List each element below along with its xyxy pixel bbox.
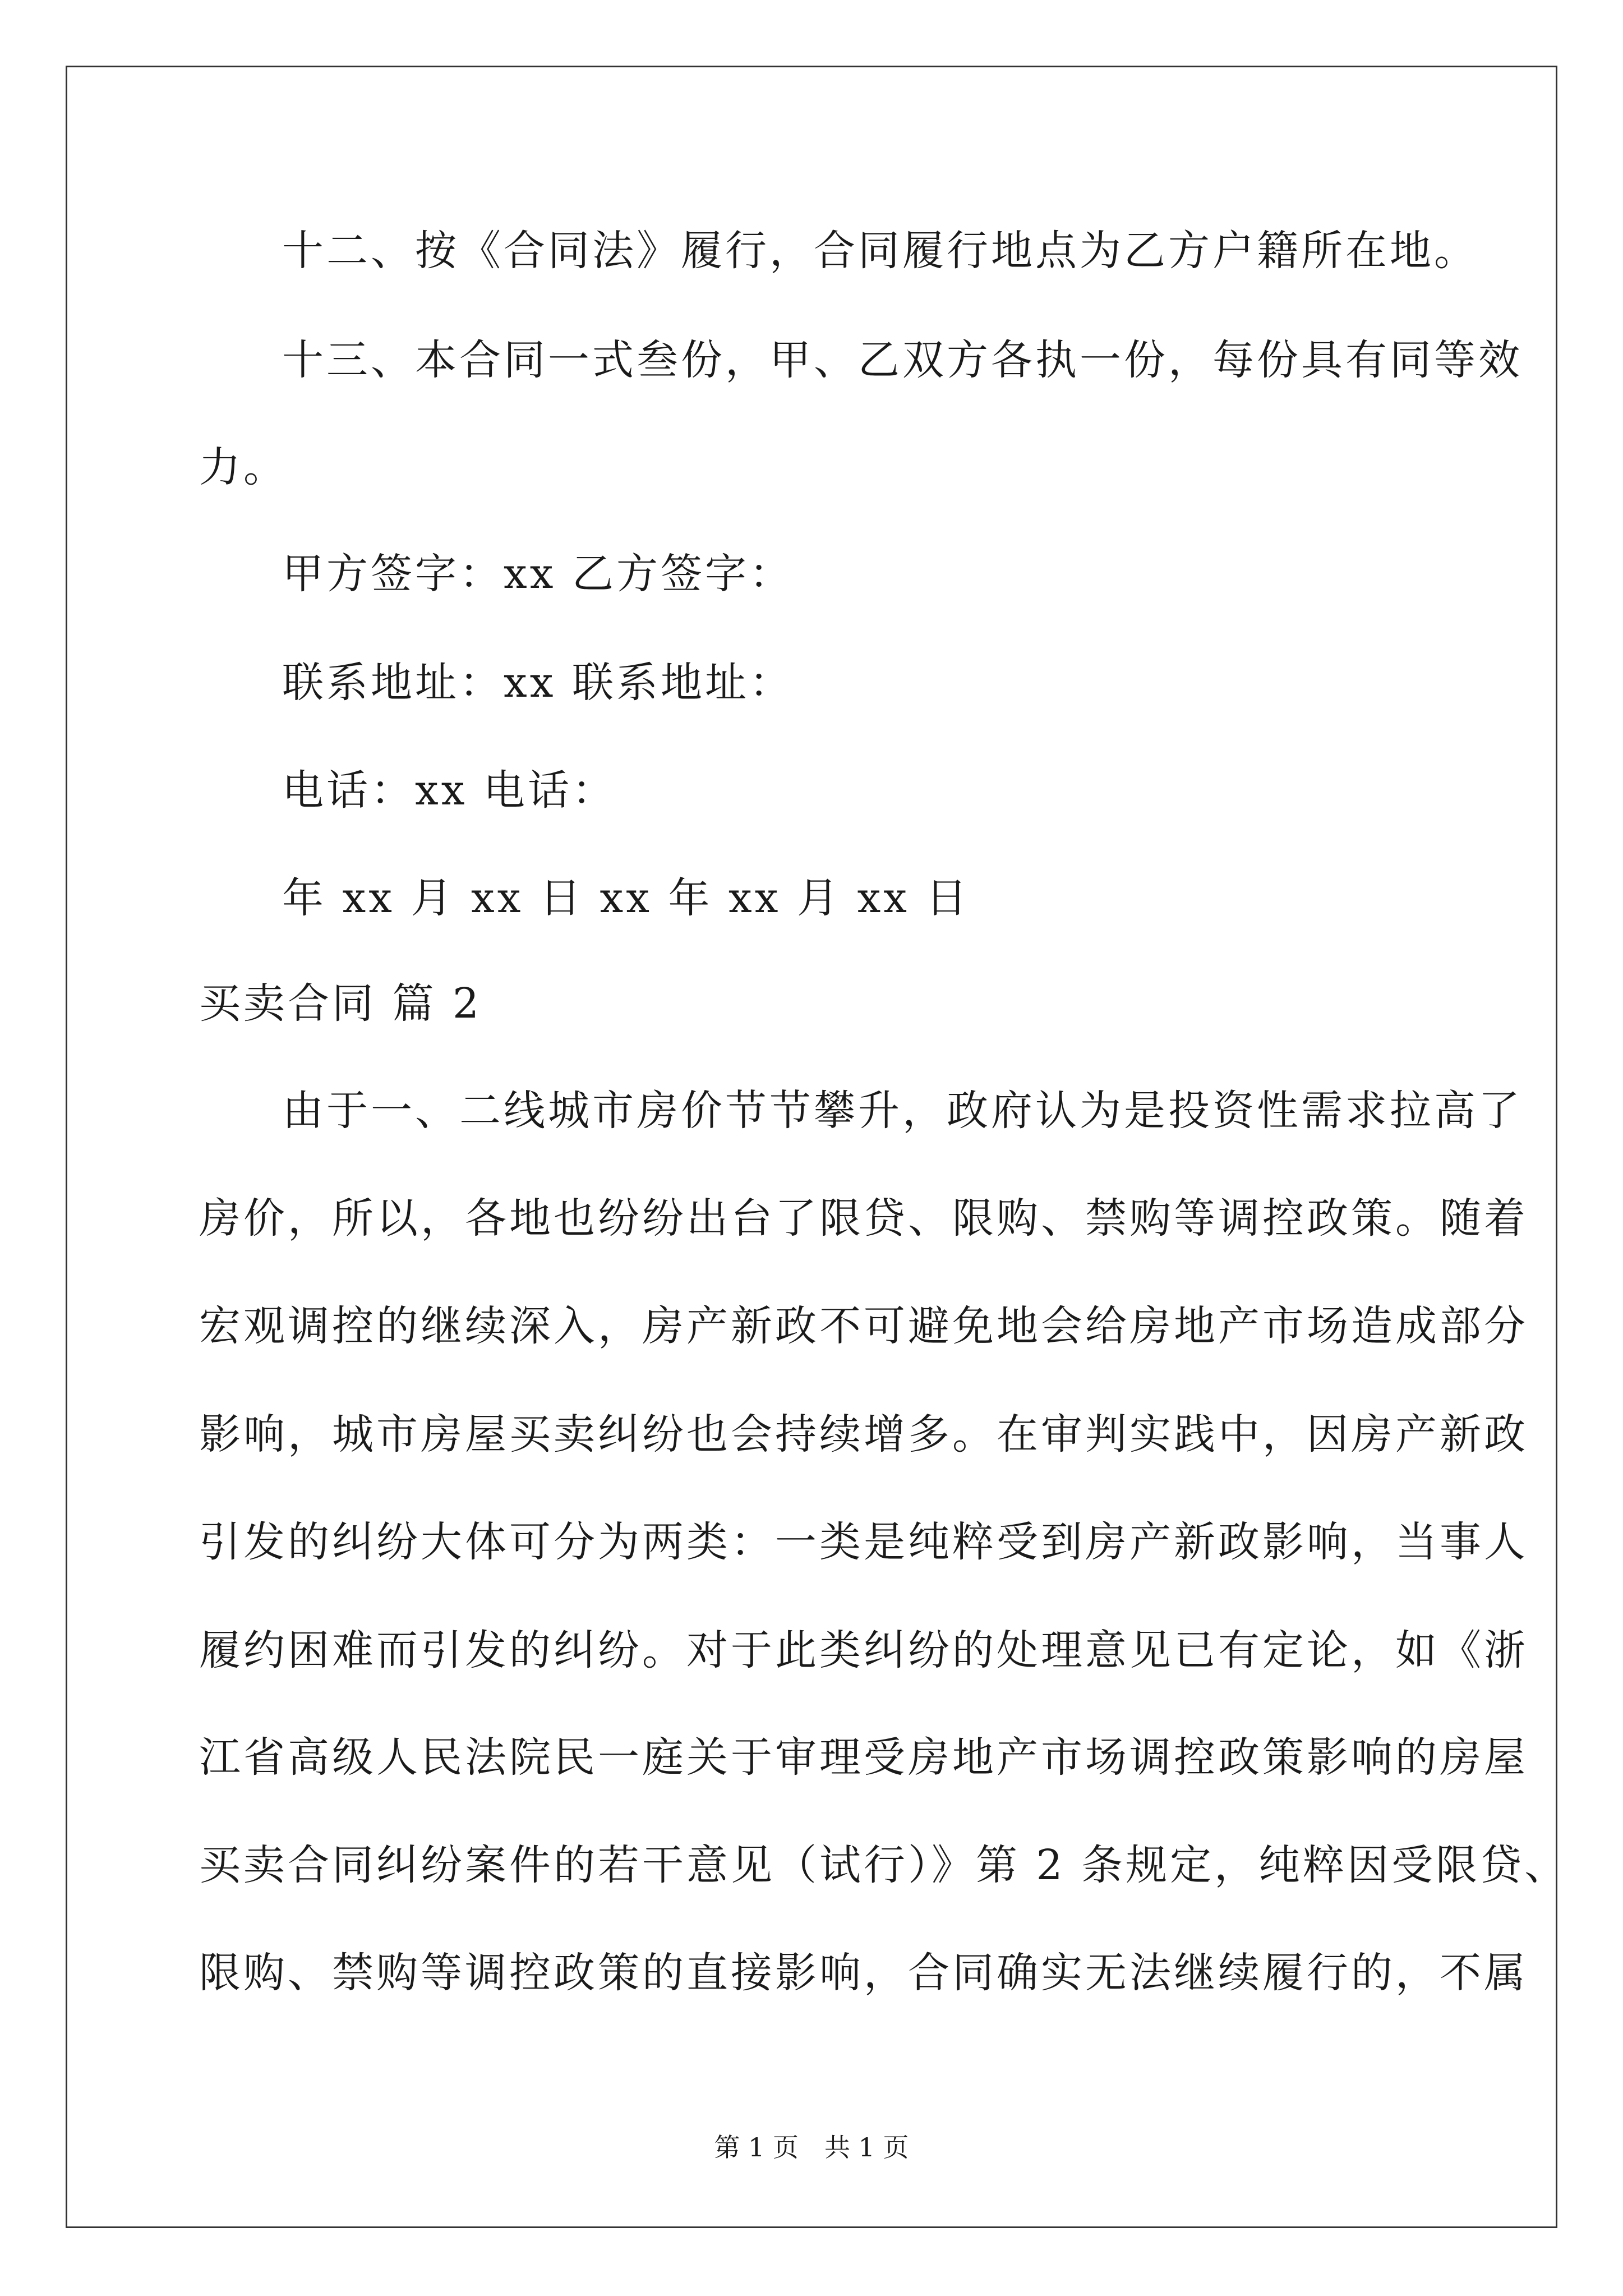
clause-12: 十二、按《合同法》履行，合同履行地点为乙方户籍所在地。 [282, 227, 1478, 275]
clause-13-line-2: 力。 [199, 443, 288, 491]
body-line-5: 引发的纠纷大体可分为两类：一类是纯粹受到房产新政影响，当事人 [199, 1518, 1528, 1566]
clause-13-line-1: 十三、本合同一式叁份，甲、乙双方各执一份，每份具有同等效 [282, 336, 1523, 384]
body-line-3: 宏观调控的继续深入，房产新政不可避免地会给房地产市场造成部分 [199, 1302, 1528, 1350]
page-footer: 第 1 页 共 1 页 [714, 2132, 909, 2162]
body-line-1: 由于一、二线城市房价节节攀升，政府认为是投资性需求拉高了 [282, 1087, 1523, 1135]
body-line-9: 限购、禁购等调控政策的直接影响，合同确实无法继续履行的，不属 [199, 1949, 1528, 1997]
body-line-6: 履约困难而引发的纠纷。对于此类纠纷的处理意见已有定论，如《浙 [199, 1626, 1528, 1674]
section-heading: 买卖合同 篇 2 [199, 979, 482, 1028]
phone-line: 电话：xx 电话： [282, 766, 616, 815]
page-border [66, 66, 1557, 2228]
body-line-2: 房价，所以，各地也纷纷出台了限贷、限购、禁购等调控政策。随着 [199, 1194, 1528, 1243]
body-line-7: 江省高级人民法院民一庭关于审理受房地产市场调控政策影响的房屋 [199, 1733, 1528, 1782]
body-line-8: 买卖合同纠纷案件的若干意见（试行）》第 2 条规定，纯粹因受限贷、 [199, 1841, 1569, 1889]
body-line-4: 影响，城市房屋买卖纠纷也会持续增多。在审判实践中，因房产新政 [199, 1410, 1528, 1458]
signature-line: 甲方签字：xx 乙方签字： [282, 550, 794, 598]
date-line: 年 xx 月 xx 日 xx 年 xx 月 xx 日 [282, 874, 970, 922]
address-line: 联系地址：xx 联系地址： [282, 659, 794, 707]
